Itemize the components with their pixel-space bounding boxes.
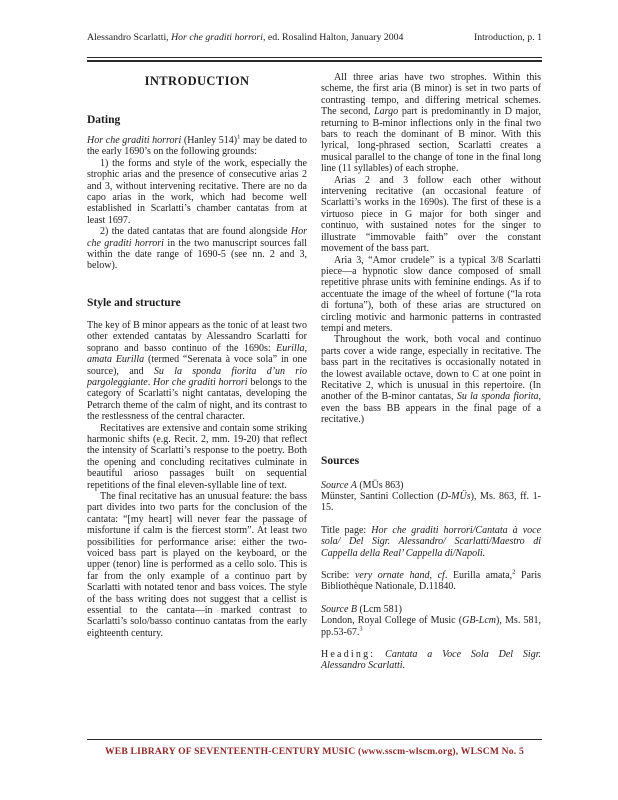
text-segment: Paris Bibliothèque Nationale, D.11840.	[321, 570, 542, 593]
text-segment: Title page:	[321, 524, 372, 536]
right-column	[321, 72, 541, 672]
text-segment: , ed. Rosalind Halton, January 2004	[262, 32, 404, 43]
text-segment: belongs to the category of Scarlatti’s night cantatas, developing the Petrarch theme of the calm of night, and its contrast to the restlessness of the central character.	[87, 376, 307, 423]
text-segment: very ornate hand	[354, 570, 430, 582]
paragraph	[87, 135, 307, 158]
text-segment: in the two manuscript sources fall within the date range of 1690-5 (see nn. 2 and 3, below).	[87, 237, 307, 272]
text-segment: Source B	[321, 603, 358, 615]
text-segment: (Lcm 581)	[357, 603, 403, 615]
text-segment: 2) the dated cantatas that are found alongside	[100, 226, 291, 238]
text-segment: Largo	[374, 106, 399, 118]
paragraph	[321, 255, 541, 335]
text-segment: Su la sponda fiorita d’un rio pargoleggiante	[87, 365, 307, 388]
text-segment: Source A	[321, 479, 357, 491]
text-segment: .	[147, 376, 153, 388]
text-segment: Hor che graditi horrori	[87, 226, 307, 249]
section-sources-body	[321, 480, 541, 672]
left-column	[87, 72, 307, 672]
text-segment: (termed “Serenata à voce sola” in one source), and	[87, 354, 307, 377]
text-segment: The key of B minor appears as the tonic of at least two other extended cantatas by Alessandro Scarlatti for soprano and basso continuo of the 1690s:	[87, 319, 307, 354]
text-segment: D-MÜs	[440, 491, 471, 502]
section-heading-style-and-structure: Style and structure	[87, 296, 181, 309]
text-segment: GB-Lcm	[462, 615, 497, 627]
paragraph	[321, 491, 541, 514]
paragraph	[321, 525, 541, 559]
header-page-number: Introduction, p. 1	[473, 32, 542, 43]
paragraph	[321, 649, 541, 672]
text-segment: Hor che graditi horrori/Cantata à voce sola/ Del Sigr. Alessandro/ Scarlatti/Maestro di Cappella della Real’ Cappella di/Napoli.	[321, 524, 542, 559]
text-segment: cf	[437, 570, 445, 582]
text-segment: Arias 2 and 3 follow each other without intervening recitative (an occasional feature of Scarlatti’s works in the 1690s). The first of these is a virtuoso piece in G major for both singer and continuo, with sustained notes for the singer to illustrate “immovable faith” over the constant movement of the bass part.	[321, 174, 541, 255]
text-segment: Hor che graditi horrori	[171, 32, 263, 43]
paragraph	[87, 320, 307, 423]
text-segment: Su la sponda fiorita	[456, 391, 539, 403]
paragraph	[87, 491, 307, 639]
paragraph	[321, 615, 541, 638]
text-segment: Eurilla, amata Eurilla	[87, 342, 307, 366]
paragraph	[87, 158, 307, 226]
footer-imprint: WEB LIBRARY OF SEVENTEENTH-CENTURY MUSIC (www.sscm-wlscm.org), WLSCM No. 5	[104, 746, 525, 757]
text-segment: may be dated to the early 1690’s on the following grounds:	[87, 135, 307, 158]
paragraph	[321, 604, 541, 615]
text-segment: 1	[237, 133, 241, 141]
arias-discussion	[321, 72, 541, 426]
text-segment: ), Ms. 863, ff. 1-15.	[321, 491, 541, 514]
page-title: INTRODUCTION	[144, 74, 250, 88]
text-segment: Throughout the work, both vocal and continuo parts cover a wide range, especially in recitative. The bass part in the recitatives is occasionally notated in the lowest available octave, down to C at one point in Recitative 2, which is unusual in this repertoire. (In another of the B-minor cantatas,	[321, 334, 541, 403]
paragraph	[87, 423, 307, 491]
section-heading-sources: Sources	[321, 454, 360, 467]
text-segment: . Eurilla amata,	[444, 570, 513, 582]
page-header	[87, 32, 542, 44]
text-segment: 3	[359, 625, 363, 633]
text-segment: part is predominantly in D major, returning to B-minor inflections only in the final two bars to reach the dominant of B minor. With this lyrical, long-phrased section, Scarlatti creates a musical parallel to the change of tone in the final long line (11 syllables) of each strophe.	[321, 106, 541, 175]
text-segment: Recitatives are extensive and contain some striking harmonic shifts (e.g. Recit. 2, mm. 19-20) that reflect the intensity of Scarlatti’s response to the poetry. Both the opening and concluding recitatives culminate in beautiful arioso passages built on sequential repetitions of the final eleven-syllable line of text.	[87, 422, 307, 491]
header-citation	[87, 32, 403, 44]
two-column-content	[87, 72, 542, 672]
text-segment: ), Ms. 581, pp.53-67.	[321, 615, 541, 638]
text-segment: ,	[429, 570, 438, 582]
text-segment: (Hanley 514)	[181, 135, 238, 146]
text-segment: The final recitative has an unusual feature: the bass part divides into two parts for the conclusion of the cantata: “[my heart] will never fear the passage of misfortune if calm is the fiercest storm”. At least two possibilities for performance arise: either the two-voiced bass part is played on the keyboard, or the upper (tenor) line is performed as a cello solo. This is far from the only example of a continuo part by Scarlatti with notated tenor and bass voices. The style of the bass writing does not suggest that a cellist is essential to the cantata—in marked contrast to Scarlatti’s solo/basso continuo cantatas from the early eighteenth century.	[87, 490, 307, 639]
text-segment: Scribe:	[321, 570, 355, 582]
paragraph	[321, 570, 541, 593]
text-segment: 1) the forms and style of the work, especially the strophic arias and the presence of consecutive arias 2 and 3, without intervening recitative. There are no da capo arias in the work, which had become well established in Scarlatti’s chamber cantatas from at least 1697.	[87, 157, 307, 226]
text-segment	[375, 649, 385, 660]
text-segment: Aria 3, “Amor crudele” is a typical 3/8 Scarlatti piece—a hypnotic slow dance composed of small repetitive phrase units with feminine endings. As if to accentuate the image of the wheel of fortune (“la rota di fortuna”), both of these arias are structured on circling motivic and harmonic patterns in contrasted tempi and meters.	[321, 254, 541, 334]
text-segment: (MÜs 863)	[356, 479, 404, 491]
text-segment: Hor che graditi horrori	[87, 135, 182, 146]
text-segment: Hor che graditi horrori	[153, 376, 248, 388]
text-segment: Cantata a Voce Sola Del Sigr. Alessandro Scarlatti.	[321, 649, 541, 672]
section-style-body	[87, 320, 307, 639]
text-segment: All three arias have two strophes. Within this scheme, the first aria (B minor) is set in two parts of contrasting tempo, and differing metrical schemes. The second,	[321, 72, 541, 118]
paragraph	[321, 480, 541, 491]
paragraph	[321, 334, 541, 425]
paragraph	[321, 72, 541, 175]
paragraph	[321, 175, 541, 255]
text-segment: Münster, Santini Collection (	[321, 491, 441, 502]
paragraph	[87, 226, 307, 272]
text-segment: Heading:	[321, 649, 376, 661]
text-segment: Alessandro Scarlatti,	[87, 32, 172, 43]
header-divider	[87, 57, 542, 62]
footer-divider	[87, 739, 542, 740]
text-segment: London, Royal College of Music (	[321, 615, 463, 627]
section-dating-body	[87, 135, 307, 272]
section-heading-dating: Dating	[87, 114, 121, 126]
text-segment: 2	[512, 568, 516, 576]
text-segment: , even the bass BB appears in the final page of a recitative.)	[321, 391, 541, 426]
